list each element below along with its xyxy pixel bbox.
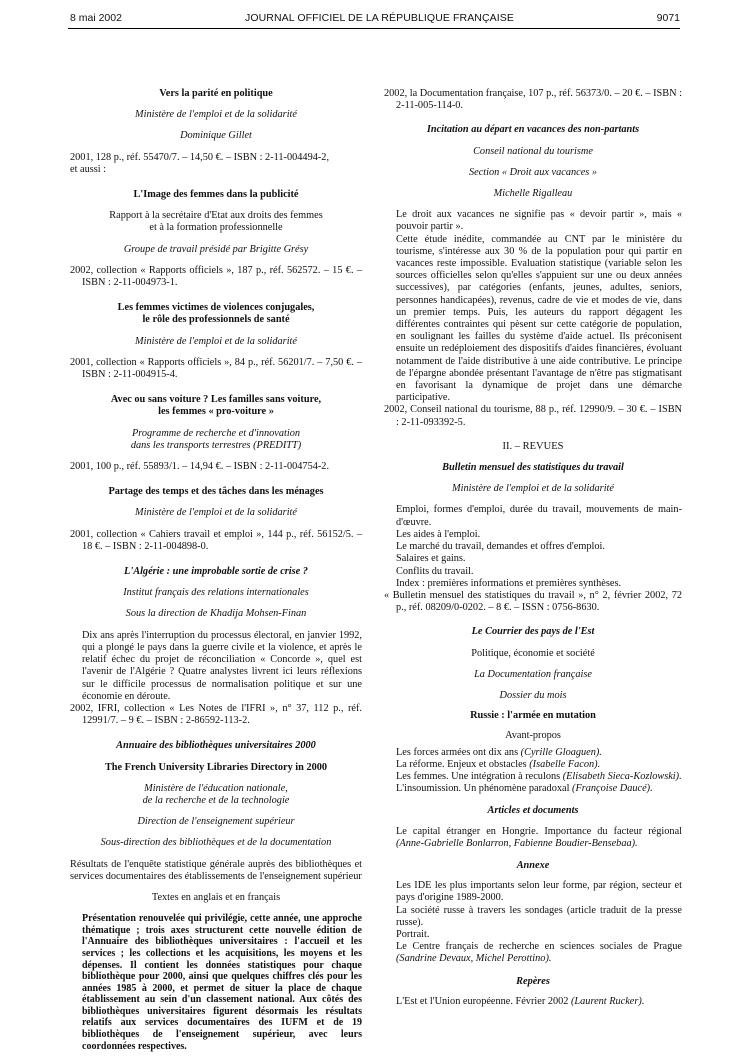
list-item — [384, 747, 682, 759]
entry-subtitle: dans les transports terrestres (PREDITT) — [130, 439, 302, 451]
entry-description: Dix ans après l'interruption du processus électoral, en janvier 1992, qui a plongé le pays dans la guerre civile et la violence, et après le relatif échec du projet de réconciliation « Concorde », quel est l'avenir de l'Algérie ? Quatre analystes livrent ici leurs réflexions sur le difficile processus de normalisation politique et sur une économie en déroute. — [82, 629, 362, 702]
entry-paragraph: Le droit aux vacances ne signifie pas « devoir partir », mais « pouvoir partir ». — [396, 209, 682, 233]
entry-org: Conseil national du tourisme — [473, 145, 593, 157]
entry-voiture — [70, 394, 362, 473]
item-author: (Cyrille Gloaguen). — [520, 746, 602, 758]
list-item — [384, 880, 682, 904]
entry-courrier — [384, 626, 682, 1008]
subsection-title-annexe: Annexe — [516, 859, 550, 871]
entry-ministry: Ministère de l'emploi et de la solidarité — [135, 109, 297, 121]
list-item: Salaires et gains. — [396, 553, 466, 565]
entry-ministry: Ministère de l'emploi et de la solidarité — [135, 507, 297, 519]
list-item — [384, 941, 682, 965]
entry-author: Dominique Gillet — [180, 130, 252, 142]
entry-language-note: Textes en anglais et en français — [151, 891, 281, 903]
dossier-list — [384, 747, 682, 796]
page-header — [0, 0, 748, 30]
entry-ref: 2001, 128 p., réf. 55470/7. – 14,50 €. – ISBN : 2-11-004494-2, — [70, 151, 330, 163]
item-author: (Isabelle Facon). — [529, 758, 601, 770]
entry-title: L'Image des femmes dans la publicité — [133, 189, 299, 201]
entry-presentation: Présentation renouvelée qui privilégie, cette année, une approche thématique ; trois axes structurent cette nouvelle édition de l'Annuaire des bibliothèques universitaires : l'accueil et les services ; les collections et les acquisitions, les moyens et les dépenses. Il contient les données statistiques pour chaque bibliothèque pour 2000, ainsi que quelques chiffres clés pour les années 1985 à 2000, et permet de situer la place de chaque établissement au sein d'un classement national. Aux côtés des bibliothèques universitaires figurent désormais les résultats relatifs aux services documentaires des IUFM et de 19 bibliothèques de l'enseignement supérieur, avec leurs coordonnées respectives. — [82, 913, 362, 1052]
entry-paragraph: Cette étude inédite, commandée au CNT par le ministère du tourisme, s'intéresse aux 30 % de la population pour qui partir en vacances reste impossible. Evaluation statistique (variable selon les sources officielles selon qu'elles s'appuient sur une ou deux années successives), par catégories (enfants, jeunes, adultes, seniors, personnes handicapées), revenus, cadre de vie et modes de vie, dans un premier temps. Puis, les auteurs du rapport dégagent les différentes contraintes qui pèsent sur cette catégorie de population, en soulignant les failles du système d'aide actuel. Ils préconisent ensuite un redéploiement des dispositifs d'aides financières, évoluant notamment de l'aide distributive à une aide contributive. Le principe de l'épargne abondée présentant l'avantage de n'être pas stigmatisant en favorisant la dynamique de projet dans une démarche participative. — [396, 233, 682, 404]
entry-ref-note: et aussi : — [70, 163, 107, 175]
item-text: La réforme. Enjeux et obstacles — [396, 758, 530, 770]
entry-ministry: Ministère de l'éducation nationale, — [144, 782, 288, 794]
entry-author: Sous la direction de Khadija Mohsen-Finan — [125, 608, 307, 620]
entry-description: Résultats de l'enquête statistique générale auprès des bibliothèques et services documentaires des établissements de l'enseignement supérieur — [70, 858, 362, 882]
entry-title-english: The French University Libraries Directory in 2000 — [104, 761, 328, 773]
section-heading-revues: II. – REVUES — [502, 440, 564, 452]
header-journal-title: JOURNAL OFFICIEL DE LA RÉPUBLIQUE FRANÇAISE — [245, 12, 514, 24]
continued-ref: 2002, la Documentation française, 107 p., réf. 56373/0. – 20 €. – ISBN : 2-11-005-114-0. — [384, 88, 682, 112]
reperes-list — [384, 996, 682, 1008]
entry-subtitle: Rapport à la secrétaire d'Etat aux droits des femmes — [109, 210, 323, 222]
entry-subtitle: Programme de recherche et d'innovation — [131, 427, 301, 439]
right-column — [384, 88, 682, 1016]
entry-vacances — [384, 124, 682, 428]
entry-title: Partage des temps et des tâches dans les ménages — [108, 486, 324, 498]
entry-ref: 2001, 100 p., réf. 55893/1. – 14,94 €. – ISBN : 2-11-004754-2. — [70, 461, 330, 473]
articles-list — [384, 826, 682, 850]
item-author: (Anne-Gabrielle Bonlarron, Fabienne Boudier-Bensebaa). — [396, 837, 638, 849]
entry-title: les femmes « pro-voiture » — [158, 406, 274, 418]
item-author: (Françoise Daucé). — [572, 783, 653, 795]
entry-title: Le Courrier des pays de l'Est — [471, 626, 595, 638]
entry-parite — [70, 88, 362, 176]
entry-algerie — [70, 566, 362, 727]
entry-title: L'Algérie : une improbable sortie de crise ? — [124, 566, 308, 578]
item-text: Le Centre français de recherche en sciences sociales de Prague — [396, 941, 682, 953]
item-text: Les IDE les plus importants selon leur forme, par région, secteur et pays d'origine 1989-2000. — [396, 880, 682, 904]
entry-title: Vers la parité en politique — [159, 88, 273, 99]
item-author: (Sandrine Devaux, Michel Perottino). — [396, 953, 552, 965]
entry-title: Les femmes victimes de violences conjugales, — [117, 302, 315, 314]
entry-theme: Russie : l'armée en mutation — [470, 710, 596, 722]
entry-title: Incitation au départ en vacances des non-partants — [426, 124, 640, 136]
subsection-title-reperes: Repères — [516, 975, 550, 987]
entry-annuaire — [70, 740, 362, 1052]
item-text: La société russe à travers les sondages (article traduit de la presse russe). — [396, 904, 682, 928]
entry-org: Institut français des relations internationales — [123, 587, 309, 599]
item-author: (Elisabeth Sieca-Kozlowski). — [562, 770, 682, 782]
header-date: 8 mai 2002 — [70, 12, 122, 24]
entry-ministry: Ministère de l'emploi et de la solidarité — [452, 483, 614, 495]
entry-ref: 2001, collection « Rapports officiels », 84 p., réf. 56201/7. – 7,50 €. – ISBN : 2-11-004915-4. — [70, 356, 362, 381]
list-item: Emploi, formes d'emploi, durée du travail, mouvements de main-d'œuvre. — [396, 504, 682, 528]
entry-ref: 2001, collection « Cahiers travail et emploi », 144 p., réf. 56152/5. – 18 €. – ISBN : 2-11-004898-0. — [70, 528, 362, 552]
list-item: Conflits du travail. — [396, 565, 474, 577]
entry-title: le rôle des professionnels de santé — [142, 314, 290, 326]
header-page-number: 9071 — [656, 12, 680, 24]
annexe-list — [384, 880, 682, 965]
item-text: Le capital étranger en Hongrie. Importance du facteur régional — [396, 825, 682, 837]
entry-title: Avec ou sans voiture ? Les familles sans voiture, — [110, 394, 322, 406]
entry-subdirection: Sous-direction des bibliothèques et de la documentation — [100, 837, 332, 849]
list-item — [384, 783, 682, 795]
item-author: (Laurent Rucker). — [571, 995, 645, 1007]
entry-image-femmes — [70, 189, 362, 289]
list-item — [384, 996, 682, 1008]
entry-foreword: Avant-propos — [505, 730, 561, 742]
item-text: L'insoumission. Un phénomène paradoxal — [396, 783, 573, 795]
subsection-title-articles: Articles et documents — [487, 805, 579, 817]
left-column — [70, 88, 362, 1060]
entry-author: Groupe de travail présidé par Brigitte Grésy — [123, 243, 309, 255]
list-item — [384, 771, 682, 783]
list-item: Le marché du travail, demandes et offres d'emploi. — [396, 541, 605, 553]
entry-ministry: de la recherche et de la technologie — [142, 794, 290, 806]
entry-direction: Direction de l'enseignement supérieur — [137, 816, 295, 828]
list-item — [384, 929, 682, 941]
entry-title: Bulletin mensuel des statistiques du travail — [442, 462, 624, 474]
entry-section: Section « Droit aux vacances » — [468, 166, 597, 178]
entry-ref: 2002, collection « Rapports officiels », 187 p., réf. 562572. – 15 €. – ISBN : 2-11-004973-1. — [70, 264, 362, 289]
item-text: Les forces armées ont dix ans — [396, 746, 521, 758]
entry-ref: 2002, Conseil national du tourisme, 88 p., réf. 12990/9. – 30 €. – ISBN : 2-11-093392-5. — [384, 404, 682, 428]
item-text: L'Est et l'Union européenne. Février 2002 — [396, 995, 571, 1007]
list-item: Les aides à l'emploi. — [396, 528, 481, 540]
entry-subtitle: Politique, économie et société — [471, 647, 595, 659]
entry-partage — [70, 486, 362, 553]
entry-ref: 2002, IFRI, collection « Les Notes de l'IFRI », n° 37, 112 p., réf. 12991/7. – 9 €. – ISBN : 2-86592-113-2. — [70, 702, 362, 727]
entry-dossier: Dossier du mois — [499, 689, 567, 701]
entry-publisher: La Documentation française — [474, 668, 592, 680]
bulletin-contents — [384, 504, 682, 589]
entry-bulletin — [384, 462, 682, 614]
header-rule — [68, 28, 680, 29]
entry-author: Michelle Rigalleau — [493, 188, 573, 200]
list-item — [384, 826, 682, 850]
list-item — [384, 905, 682, 929]
entry-ministry: Ministère de l'emploi et de la solidarité — [135, 335, 297, 347]
list-item: Index : premières informations et premières synthèses. — [396, 577, 622, 589]
entry-ref: « Bulletin mensuel des statistiques du travail », n° 2, février 2002, 72 p., réf. 08209/0-0202. – 8 €. – ISSN : 0756-8630. — [384, 589, 682, 614]
item-text: Les femmes. Une intégration à reculons — [396, 770, 563, 782]
list-item — [384, 759, 682, 771]
entry-title: Annuaire des bibliothèques universitaires 2000 — [116, 740, 316, 752]
entry-violences — [70, 302, 362, 381]
item-text: Portrait. — [396, 928, 430, 940]
entry-subtitle: et à la formation professionnelle — [149, 222, 283, 234]
